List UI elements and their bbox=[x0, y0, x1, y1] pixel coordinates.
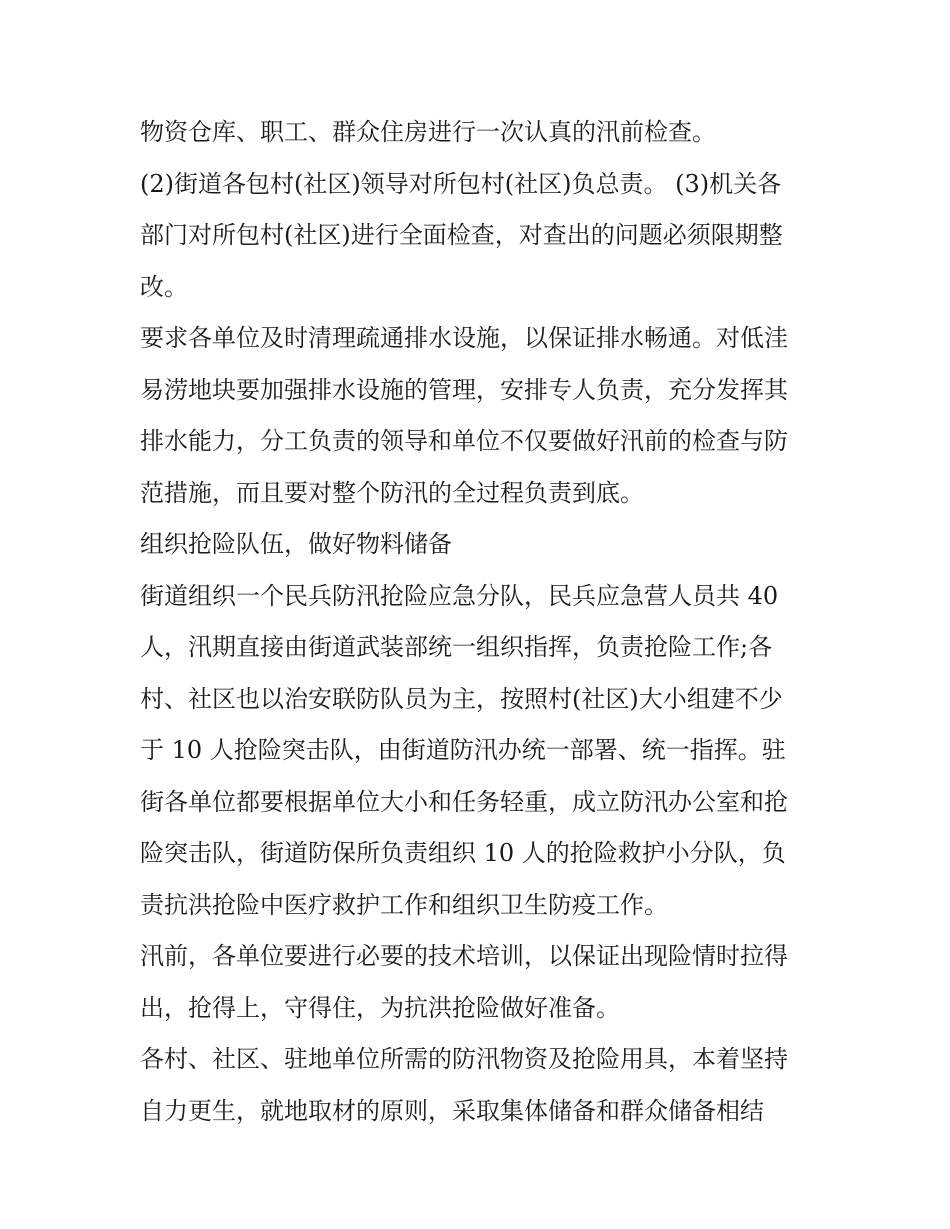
text-line: 排水能力，分工负责的领导和单位不仅要做好汛前的检查与防 bbox=[140, 427, 788, 455]
text-line: 自力更生，就地取材的原则，采取集体储备和群众储备相结 bbox=[140, 1096, 764, 1125]
text-line: 人，汛期直接由街道武装部统一组织指挥，负责抢险工作;各 bbox=[140, 633, 773, 661]
text-line: 责抗洪抢险中医疗救护工作和组织卫生防疫工作。 bbox=[140, 890, 668, 919]
text-line: 街各单位都要根据单位大小和任务轻重，成立防汛办公室和抢 bbox=[140, 787, 788, 816]
text-line: 范措施，而且要对整个防汛的全过程负责到底。 bbox=[140, 478, 644, 507]
text-line: 于 10 人抢险突击队，由街道防汛办统一部署、统一指挥。驻 bbox=[140, 736, 786, 764]
text-line: 险突击队，街道防保所负责组织 10 人的抢险救护小分队，负 bbox=[140, 839, 786, 867]
text-line: 改。 bbox=[140, 272, 188, 301]
text-line: 村、社区也以治安联防队员为主，按照村(社区)大小组建不少 bbox=[140, 684, 783, 713]
text-line: 汛前，各单位要进行必要的技术培训，以保证出现险情时拉得 bbox=[140, 942, 788, 970]
text-line: 部门对所包村(社区)进行全面检查，对查出的问题必须限期整 bbox=[140, 221, 783, 249]
text-line: (2)街道各包村(社区)领导对所包村(社区)负总责。 (3)机关各 bbox=[140, 169, 782, 198]
text-line: 易涝地块要加强排水设施的管理，安排专人负责，充分发挥其 bbox=[140, 375, 788, 404]
text-line: 出，抢得上，守得住，为抗洪抢险做好准备。 bbox=[140, 993, 620, 1022]
section-heading: 组织抢险队伍，做好物料储备 bbox=[140, 530, 452, 558]
document-body bbox=[140, 107, 820, 1137]
text-line: 街道组织一个民兵防汛抢险应急分队，民兵应急营人员共 40 bbox=[140, 581, 779, 610]
text-line: 各村、社区、驻地单位所需的防汛物资及抢险用具，本着坚持 bbox=[140, 1045, 788, 1073]
text-line: 要求各单位及时清理疏通排水设施，以保证排水畅通。对低洼 bbox=[140, 324, 788, 352]
text-line: 物资仓库、职工、群众住房进行一次认真的汛前检查。 bbox=[140, 118, 716, 146]
